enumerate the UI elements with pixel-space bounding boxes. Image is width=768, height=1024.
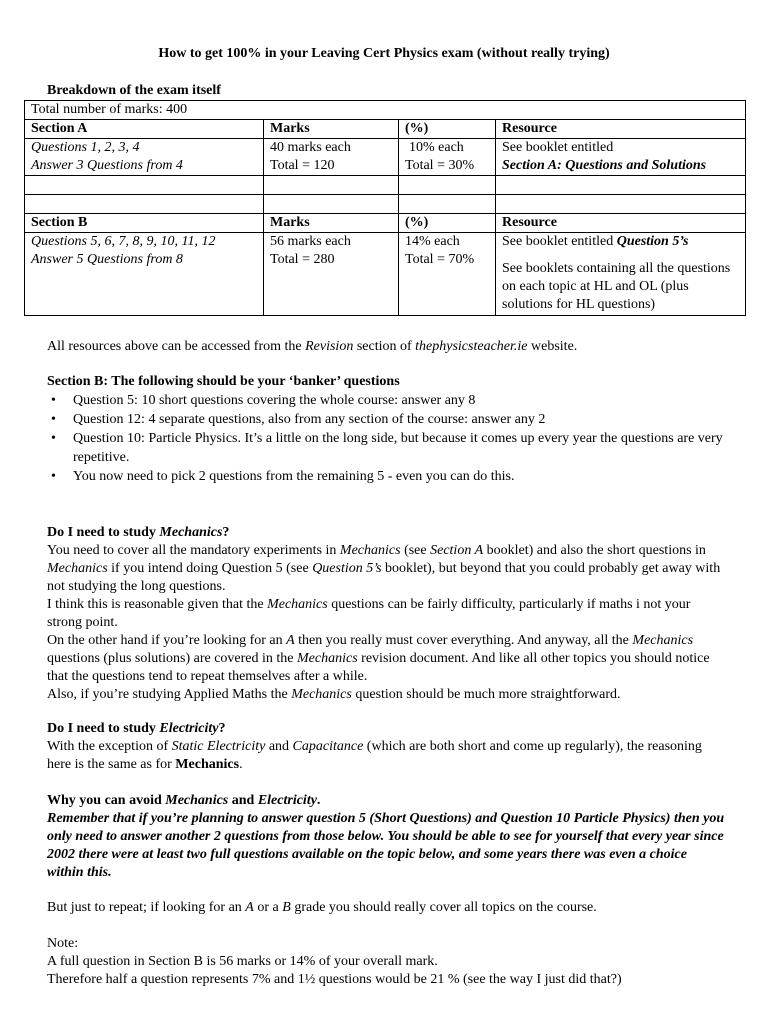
topic-text: Static Electricity bbox=[171, 739, 266, 754]
mechanics-section bbox=[47, 524, 727, 704]
section-b-marks-each: 56 marks each bbox=[270, 234, 351, 249]
mechanics-paragraph-2 bbox=[47, 596, 727, 632]
text: With the exception of bbox=[47, 739, 169, 754]
text: I think this is reasonable given that the bbox=[47, 597, 264, 612]
section-a-resource-title: Section A: Questions and Solutions bbox=[502, 158, 707, 173]
note-label: Note: bbox=[47, 936, 79, 951]
section-b-resource-booklets: See booklets containing all the questions on each topic at HL and OL (plus solutions for HL questions) bbox=[502, 261, 731, 312]
section-b-pct-each: 14% each bbox=[405, 234, 460, 249]
text: or a bbox=[257, 900, 279, 915]
section-b-pct-total: Total = 70% bbox=[405, 252, 475, 267]
text: and bbox=[268, 739, 290, 754]
resources-note-text: section of bbox=[356, 339, 412, 354]
banker-heading: Section B: The following should be your ‘banker’ questions bbox=[47, 374, 400, 389]
text: questions (plus solutions) are covered in the bbox=[47, 651, 294, 666]
note-line-1: A full question in Section B is 56 marks or 14% of your overall mark. bbox=[47, 954, 438, 969]
section-b-answer: Answer 5 Questions from 8 bbox=[31, 252, 183, 267]
resources-note-text: All resources above can be accessed from the bbox=[47, 339, 302, 354]
section-a-pct-total: Total = 30% bbox=[405, 158, 475, 173]
header-cell: Resource bbox=[496, 214, 746, 233]
list-item: • You now need to pick 2 questions from the remaining 5 - even you can do this. bbox=[47, 467, 727, 486]
text: then you really must cover everything. And anyway, all the bbox=[298, 633, 629, 648]
header-cell: Resource bbox=[496, 120, 746, 139]
website-name: thephysicsteacher.ie bbox=[415, 339, 528, 354]
header-cell: Marks bbox=[264, 214, 399, 233]
topic-text: Mechanics bbox=[291, 687, 352, 702]
table-cell bbox=[264, 233, 399, 316]
header-cell: (%) bbox=[399, 120, 496, 139]
document-title: How to get 100% in your Leaving Cert Physics exam (without really trying) bbox=[158, 46, 610, 61]
section-b-marks-total: Total = 280 bbox=[270, 252, 335, 267]
text: (see bbox=[404, 543, 427, 558]
text: You need to cover all the mandatory experiments in bbox=[47, 543, 337, 558]
table-cell bbox=[264, 139, 399, 176]
topic-text: Section A bbox=[430, 543, 484, 558]
header-cell: Section B bbox=[25, 214, 264, 233]
list-item: • Question 12: 4 separate questions, also from any section of the course: answer any 2 bbox=[47, 410, 727, 429]
resources-note-text: website. bbox=[531, 339, 578, 354]
heading-text: Do I need to study bbox=[47, 721, 156, 736]
topic-text: Question 5’s bbox=[312, 561, 382, 576]
heading-topic: Electricity bbox=[159, 721, 219, 736]
topic-text: Mechanics bbox=[632, 633, 694, 648]
grade-text: B bbox=[282, 900, 291, 915]
table-cell bbox=[496, 233, 746, 316]
table-row bbox=[25, 233, 746, 316]
resources-note-revision: Revision bbox=[305, 339, 354, 354]
heading-text: and bbox=[231, 793, 255, 808]
text: . bbox=[239, 757, 243, 772]
topic-text: Mechanics bbox=[339, 543, 401, 558]
text: On the other hand if you’re looking for an bbox=[47, 633, 283, 648]
list-item: • Question 5: 10 short questions covering the whole course: answer any 8 bbox=[47, 391, 727, 410]
banker-list bbox=[47, 391, 727, 486]
section-b-questions: Questions 5, 6, 7, 8, 9, 10, 11, 12 bbox=[31, 234, 216, 249]
header-cell: Marks bbox=[264, 120, 399, 139]
repeat-paragraph bbox=[47, 899, 727, 917]
heading-topic: Electricity bbox=[257, 793, 317, 808]
breakdown-heading: Breakdown of the exam itself bbox=[47, 83, 221, 98]
mechanics-paragraph-3 bbox=[47, 632, 727, 686]
section-b-resource-text: See booklet entitled bbox=[502, 234, 614, 249]
heading-text: . bbox=[316, 793, 321, 808]
section-b-resource bbox=[502, 233, 739, 251]
table-cell bbox=[25, 233, 264, 316]
table-row bbox=[25, 195, 746, 214]
electricity-section bbox=[47, 720, 727, 774]
header-cell: (%) bbox=[399, 214, 496, 233]
topic-text: A bbox=[286, 633, 295, 648]
exam-breakdown-table bbox=[24, 100, 746, 316]
list-item: • Question 10: Particle Physics. It’s a little on the long side, but because it comes up every year the questions are very repetitive. bbox=[47, 429, 727, 467]
topic-text: Capacitance bbox=[292, 739, 364, 754]
text: But just to repeat; if looking for an bbox=[47, 900, 242, 915]
text: if you intend doing Question 5 (see bbox=[111, 561, 309, 576]
text: revision document. And like all other topics you should notice that the questions tend to repeat themselves after a while. bbox=[47, 651, 710, 684]
text: grade you should really cover all topics on the course. bbox=[294, 900, 597, 915]
topic-text: Mechanics bbox=[267, 597, 328, 612]
resources-note bbox=[47, 338, 727, 356]
note-section bbox=[47, 935, 727, 989]
section-a-resource: See booklet entitled bbox=[502, 140, 614, 155]
text: Also, if you’re studying Applied Maths the bbox=[47, 687, 288, 702]
avoid-section bbox=[47, 792, 727, 882]
mechanics-heading bbox=[47, 524, 727, 542]
text: booklet) and also the short questions in bbox=[486, 543, 706, 558]
mechanics-paragraph-1 bbox=[47, 542, 727, 596]
section-a-marks-each: 40 marks each bbox=[270, 140, 351, 155]
topic-text: Mechanics bbox=[175, 757, 240, 772]
topic-text: Mechanics bbox=[297, 651, 358, 666]
heading-text: Do I need to study bbox=[47, 525, 156, 540]
text: booklet), but beyond that you could probably get away with not studying the long questions. bbox=[47, 561, 721, 594]
heading-topic: Mechanics bbox=[165, 793, 229, 808]
text: questions can be fairly difficulty, particularly if maths i not your strong point. bbox=[47, 597, 691, 630]
table-cell bbox=[496, 139, 746, 176]
table-row bbox=[25, 176, 746, 195]
section-b-resource-title: Question 5’s bbox=[616, 234, 689, 249]
total-marks-cell: Total number of marks: 400 bbox=[25, 101, 746, 120]
table-row bbox=[25, 139, 746, 176]
section-a-marks-total: Total = 120 bbox=[270, 158, 335, 173]
electricity-paragraph bbox=[47, 738, 727, 774]
table-row bbox=[25, 101, 746, 120]
mechanics-paragraph-4 bbox=[47, 686, 727, 704]
avoid-heading bbox=[47, 792, 727, 810]
heading-text: ? bbox=[218, 721, 226, 736]
grade-text: A bbox=[245, 900, 254, 915]
table-cell bbox=[25, 139, 264, 176]
avoid-body: Remember that if you’re planning to answer question 5 (Short Questions) and Question 10 Particle Physics) then you only need to answer another 2 questions from those below. You should be able to see for yourself that every year since 2002 there were at least two full questions available on the topic below, and some years there was even a choice within this. bbox=[47, 811, 725, 880]
heading-topic: Mechanics bbox=[159, 525, 223, 540]
text: question should be much more straightforward. bbox=[355, 687, 621, 702]
table-header-row bbox=[25, 214, 746, 233]
note-line-2: Therefore half a question represents 7% and 1½ questions would be 21 % (see the way I just did that?) bbox=[47, 972, 622, 987]
heading-text: ? bbox=[222, 525, 230, 540]
electricity-heading bbox=[47, 720, 727, 738]
table-header-row bbox=[25, 120, 746, 139]
table-cell bbox=[399, 139, 496, 176]
section-a-pct-each: 10% each bbox=[409, 140, 464, 155]
header-cell: Section A bbox=[25, 120, 264, 139]
text: (which are both short and come up regularly), the reasoning here is the same as for bbox=[47, 739, 702, 772]
section-a-questions: Questions 1, 2, 3, 4 bbox=[31, 140, 140, 155]
heading-text: Why you can avoid bbox=[47, 793, 162, 808]
section-a-answer: Answer 3 Questions from 4 bbox=[31, 158, 183, 173]
topic-text: Mechanics bbox=[47, 561, 108, 576]
table-cell bbox=[399, 233, 496, 316]
